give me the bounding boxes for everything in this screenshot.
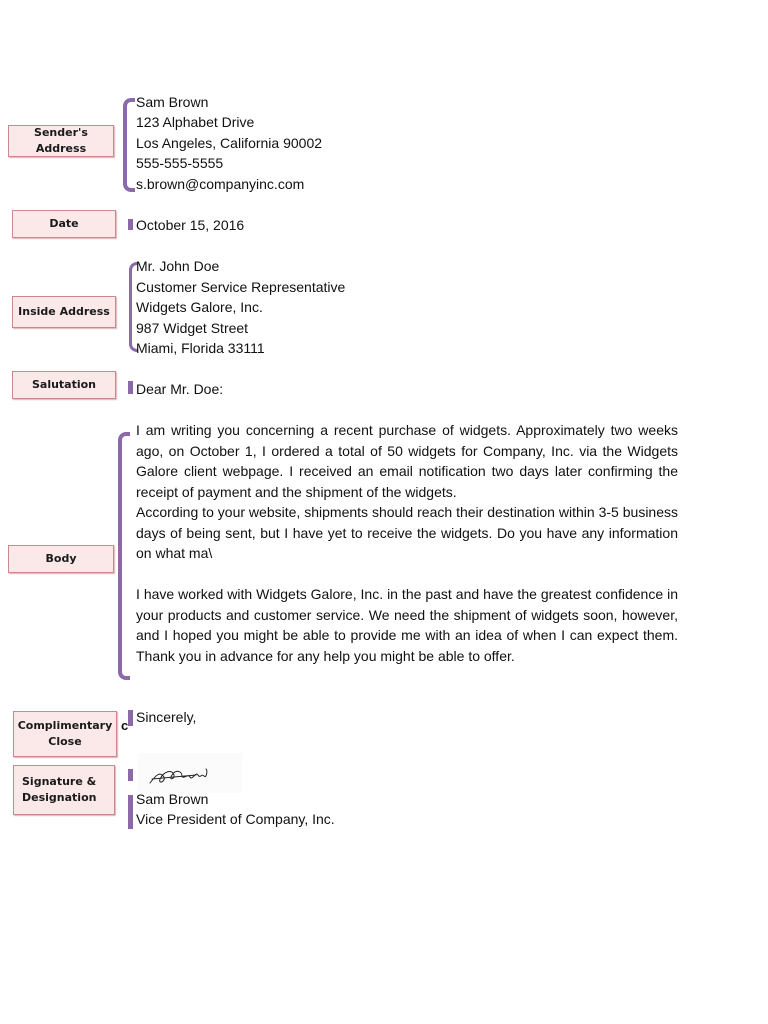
- label-text: Sender's Address: [34, 126, 88, 155]
- sender-email: s.brown@companyinc.com: [136, 176, 305, 192]
- inside-name: Mr. John Doe: [136, 258, 220, 274]
- bracket-salutation: [128, 381, 133, 394]
- bracket-close: [128, 710, 133, 726]
- signature-image: [138, 753, 242, 793]
- label-text: Body: [45, 552, 77, 565]
- sender-street: 123 Alphabet Drive: [136, 114, 255, 130]
- bracket-signature: [128, 795, 133, 829]
- label-body: [8, 545, 114, 573]
- signature-title: Vice President of Company, Inc.: [136, 811, 335, 827]
- label-text: Complimentary: [17, 719, 113, 732]
- complimentary-close: Sincerely,: [136, 709, 197, 725]
- sender-phone: 555-555-5555: [136, 155, 224, 171]
- signature-name: Sam Brown: [136, 791, 209, 807]
- inside-title: Customer Service Representative: [136, 279, 346, 295]
- label-salutation: [12, 371, 116, 399]
- label-text: Salutation: [31, 378, 97, 391]
- label-signature-designation: [13, 765, 115, 815]
- label-text: Inside Address: [18, 305, 110, 318]
- sender-city: Los Angeles, California 90002: [136, 135, 323, 151]
- label-text: Close: [48, 735, 82, 748]
- body-paragraph-2: [136, 584, 678, 666]
- bracket-body: [118, 432, 130, 680]
- inside-company: Widgets Galore, Inc.: [136, 299, 263, 315]
- label-date: [12, 210, 116, 238]
- label-complimentary-close: [13, 711, 117, 757]
- label-text: Date: [49, 217, 79, 230]
- label-text: Designation: [22, 791, 97, 804]
- sender-name: Sam Brown: [136, 94, 209, 110]
- bracket-signature-image: [128, 769, 133, 781]
- body-paragraph-1: [136, 420, 678, 564]
- label-senders-address: [8, 125, 114, 157]
- bracket-date: [128, 219, 133, 230]
- label-inside-address: [12, 296, 116, 328]
- body-text-3: I have worked with Widgets Galore, Inc. in the past and have the greatest confidence in your products and customer service. We need the shipment of widgets soon, however, and I hoped you might be able to provide me with an idea of when I can expect them. Thank you in advance for any help you might be able to offer.: [136, 586, 678, 664]
- bracket-sender: [123, 98, 135, 192]
- signature-scribble-icon: [138, 753, 242, 793]
- inside-city: Miami, Florida 33111: [136, 340, 265, 356]
- body-text-1: I am writing you concerning a recent purchase of widgets. Approximately two weeks ago, on October 1, I ordered a total of 50 widgets for Company, Inc. via the Widgets Galore client webpage. I received an email notification two days later confirming the receipt of payment and the shipment of the widgets.: [136, 422, 678, 500]
- label-text: Signature &: [22, 775, 97, 788]
- body-text-2: According to your website, shipments should reach their destination within 3-5 business days of being sent, but I have yet to receive the widgets. Do you have any information on what ma\: [136, 504, 678, 561]
- letter-date: October 15, 2016: [136, 217, 245, 233]
- inside-street: 987 Widget Street: [136, 320, 249, 336]
- stray-char: c: [121, 718, 129, 733]
- salutation: Dear Mr. Doe:: [136, 381, 224, 397]
